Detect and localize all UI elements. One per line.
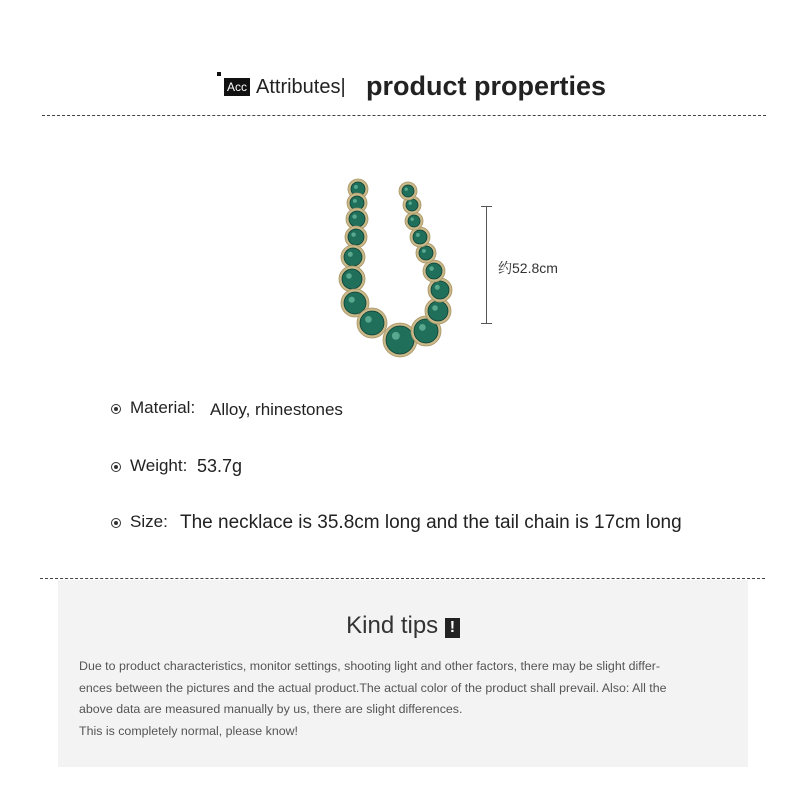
gem-stone [413, 230, 427, 244]
tips-line: This is completely normal, please know! [79, 723, 298, 738]
measurement-line [486, 206, 487, 324]
kind-tips-panel [58, 580, 748, 767]
gem-stone [431, 281, 449, 299]
gem-stone [406, 199, 418, 211]
bottom-divider [40, 578, 765, 579]
gem-highlight [405, 188, 408, 191]
header-separator: | [340, 76, 346, 98]
bullet-circle-icon [111, 462, 121, 472]
gem-stone [360, 311, 384, 335]
gem-stone [402, 185, 414, 197]
header-subtitle: product properties [366, 71, 607, 101]
attribute-value: The necklace is 35.8cm long and the tail chain is 17cm long [180, 512, 682, 533]
kind-tips-text [79, 656, 739, 742]
attribute-value: Alloy, rhinestones [210, 400, 343, 419]
gem-stone [426, 263, 442, 279]
gem-highlight [392, 332, 400, 340]
gem-highlight [351, 232, 355, 236]
attribute-label: Material: [130, 398, 196, 417]
measurement-cap-bottom [481, 323, 492, 324]
kind-tips-title-text: Kind tips [346, 612, 439, 639]
gem-highlight [348, 252, 353, 257]
measurement-label: 约52.8cm [498, 260, 558, 276]
header-title-text: Attributes [256, 76, 341, 98]
gem-highlight [411, 218, 414, 221]
gem-highlight [432, 305, 438, 311]
header-dot-icon [217, 72, 221, 76]
gem-highlight [416, 233, 420, 237]
gem-highlight [419, 324, 426, 331]
gem-highlight [429, 266, 433, 270]
gem-highlight [346, 273, 352, 279]
attribute-label: Size: [130, 512, 168, 531]
gem-stone [386, 326, 414, 354]
gem-highlight [354, 185, 358, 189]
gem-highlight [365, 316, 372, 323]
gem-stone [344, 248, 362, 266]
bullet-circle-icon [111, 404, 121, 414]
gem-highlight [409, 202, 412, 205]
gem-stone [428, 301, 448, 321]
gem-stone [408, 215, 420, 227]
tips-line: ences between the pictures and the actual product.The actual color of the product shall prevail. Also: All the [79, 680, 667, 695]
necklace-image [320, 175, 460, 365]
kind-tips-title [58, 612, 748, 640]
section-header [0, 70, 800, 110]
gem-highlight [353, 199, 357, 203]
gem-highlight [435, 285, 440, 290]
tips-line: Due to product characteristics, monitor settings, shooting light and other factors, there may be slight differ- [79, 659, 661, 673]
gem-stone [348, 229, 364, 245]
attribute-value: 53.7g [197, 456, 243, 476]
top-divider [42, 115, 766, 116]
gem-highlight [349, 297, 355, 303]
gem-highlight [352, 214, 356, 218]
gem-stone [419, 246, 433, 260]
acc-badge: Acc [224, 78, 250, 96]
bullet-circle-icon [111, 518, 121, 528]
gem-stone [342, 269, 362, 289]
gem-stone [344, 292, 366, 314]
attribute-label: Weight: [130, 456, 188, 475]
tips-line: above data are measured manually by us, there are slight differences. [79, 702, 463, 716]
header-title [256, 76, 350, 99]
exclamation-icon: ! [445, 618, 460, 638]
measurement-bar [480, 206, 500, 324]
gem-highlight [422, 249, 426, 253]
gem-stone [349, 211, 365, 227]
